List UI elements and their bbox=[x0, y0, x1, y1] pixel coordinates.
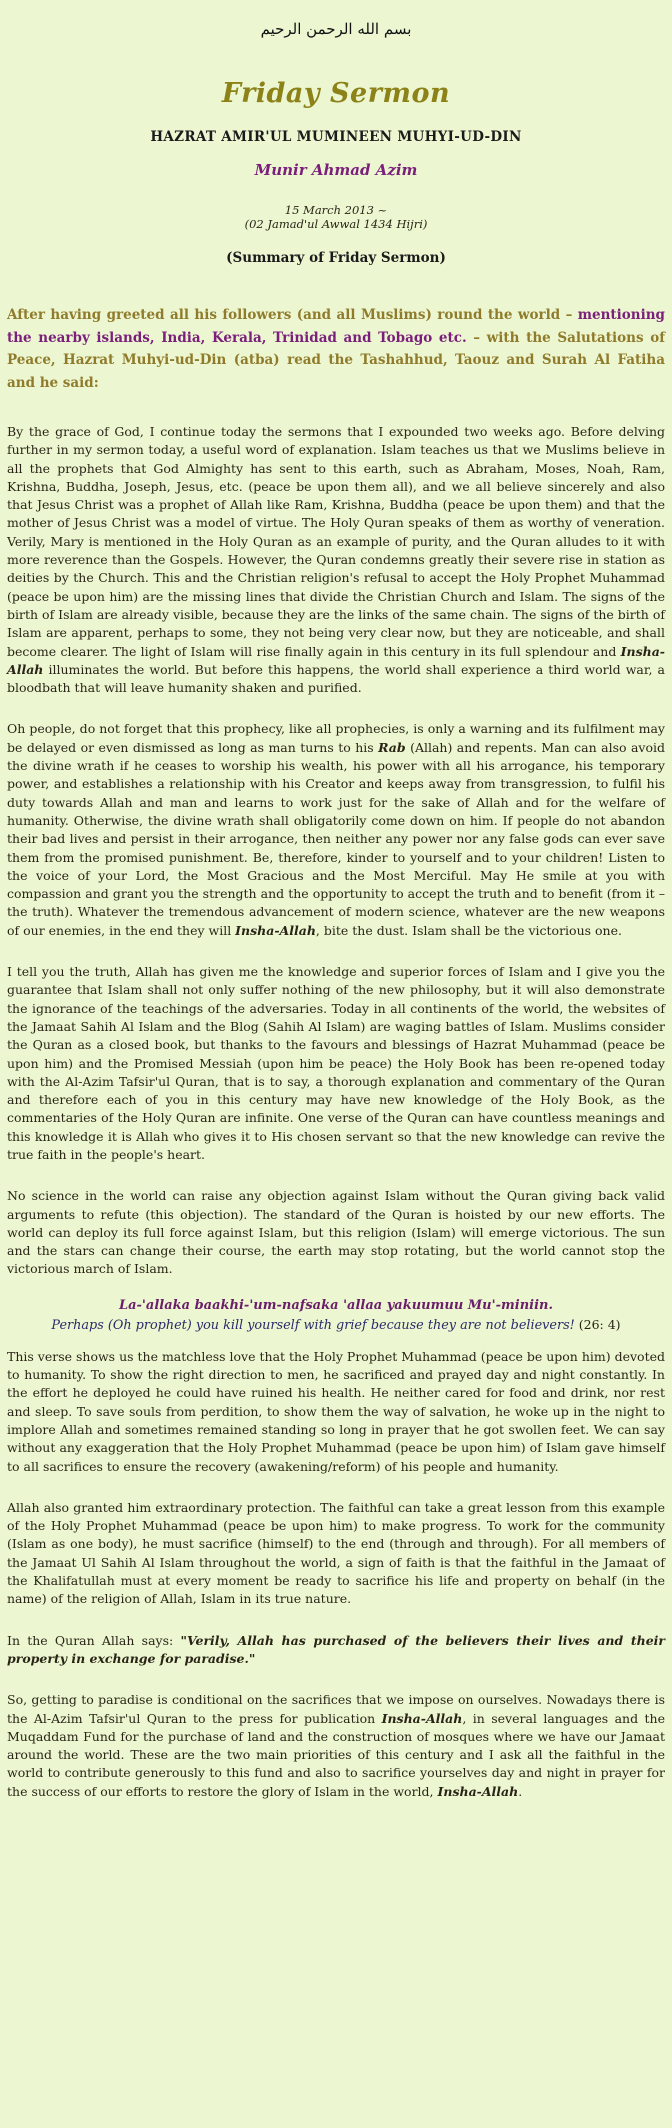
paragraph-8-emphasis-1: Insha-Allah bbox=[381, 1710, 463, 1726]
paragraph-3: I tell you the truth, Allah has given me the knowledge and superior forces of Islam and I give you the guarantee that Islam shall not only suffer nothing of the new philosophy, but it will also demonstrate the ignorance of the teachings of the adversaries. Today in all continents of the world, the websites of the Jamaat Sahih Al Islam and the Blog (Sahih Al Islam) are waging battles of Islam. Muslims consider the Quran as a closed book, but thanks to the favours and blessings of Hazrat Muhammad (peace be upon him) and the Promised Messiah (upon him be peace) the Holy Book has been re-opened today with the Al-Azim Tafsir'ul Quran, that is to say, a thorough explanation and commentary of the Quran and therefore each of you in this century may have new knowledge of the Holy Book, as the commentaries of the Holy Quran are infinite. One verse of the Quran can have countless meanings and this knowledge it is Allah who gives it to His chosen servant so that the new knowledge can revive the true faith in the people's heart. bbox=[7, 964, 665, 1162]
speaker-name: HAZRAT AMIR'UL MUMINEEN MUHYI-UD-DIN bbox=[150, 129, 522, 145]
paragraph-5: This verse shows us the matchless love that the Holy Prophet Muhammad (peace be upon him) devoted to humanity. To show the right direction to men, he sacrificed and prayed day and night constantly. In the effort he deployed he could have ruined his health. He neither cared for food and drink, nor rest and sleep. To save souls from perdition, to show them the way of salvation, he woke up in the night to implore Allah and sometimes remained standing so long in prayer that he got swollen feet. We can say without any exaggeration that the Holy Prophet Muhammad (peace be upon him) of Islam gave himself to all sacrifices to ensure the recovery (awakening/reform) of his people and humanity. bbox=[7, 1348, 665, 1474]
intro-paragraph bbox=[7, 304, 665, 394]
paragraph-6: Allah also granted him extraordinary protection. The faithful can take a great lesson from this example of the Holy Prophet Muhammad (peace be upon him) to make progress. To work for the community (Islam as one body), he must sacrifice (himself) to the end (through and through). For all members of the Jamaat Ul Sahih Al Islam throughout the world, a sign of faith is that the faithful in the Jamaat of the Khalifatullah must at every moment be ready to sacrifice his life and property on behalf (in the name) of the religion of Allah, Islam in its true nature. bbox=[7, 1499, 665, 1607]
paragraph-2-text-b: (Allah) and repents. Man can also avoid the divine wrath if he ceases to worship his wealth, his power with all his arrogance, his temporary power, and establishes a relationship with his Creator and keeps away from transgression, to fulfil his duty towards Allah and man and learns to work just for the sake of Allah and for the welfare of humanity. Otherwise, the divine wrath shall obligatorily come down on him. If people do not abandon their bad lives and persist in their arrogance, then neither any power nor any false gods can ever save them from the promised punishment. Be, therefore, kinder to yourself and to your children! Listen to the voice of your Lord, the Most Gracious and the Most Merciful. May He smile at you with compassion and grant you the strength and the opportunity to accept the truth and to benefit (from it – the truth). Whatever the tremendous advancement of modern science, whatever are the new weapons of our enemies, in the end they will bbox=[7, 739, 665, 938]
paragraph-2 bbox=[7, 720, 665, 940]
intro-text-2: – with the Salutations of Peace, Hazrat Muhyi-ud-Din (atba) read the Tashahhud, Taouz and Surah Al Fatiha and he said: bbox=[7, 329, 666, 391]
paragraph-7-quote: "Verily, Allah has purchased of the believers their lives and their property in exchange for paradise." bbox=[7, 1632, 666, 1666]
paragraph-8 bbox=[7, 1691, 665, 1801]
quran-quote bbox=[7, 1297, 665, 1335]
author-name: Munir Ahmad Azim bbox=[254, 161, 418, 179]
date-hijri: (02 Jamad'ul Awwal 1434 Hijri) bbox=[244, 217, 428, 231]
intro-text-1: After having greeted all his followers (and all Muslims) round the world – bbox=[7, 307, 578, 323]
sermon-date bbox=[7, 203, 665, 231]
paragraph-4: No science in the world can raise any objection against Islam without the Quran giving back valid arguments to refute (this objection). The standard of the Quran is hoisted by our new efforts. The world can deploy its full force against Islam, but this religion (Islam) will emerge victorious. The sun and the stars can change their course, the earth may stop rotating, but the world cannot stop the victorious march of Islam. bbox=[7, 1188, 665, 1277]
date-gregorian: 15 March 2013 ~ bbox=[284, 203, 388, 217]
paragraph-1-text-b: illuminates the world. But before this happens, the world shall experience a third world war, a bloodbath that will leave humanity shaken and purified. bbox=[7, 661, 665, 696]
paragraph-2-text-a: Oh people, do not forget that this prophecy, like all prophecies, is only a warning and its fulfilment may be delayed or even dismissed as long as man turns to his bbox=[7, 721, 665, 755]
quote-reference: (26: 4) bbox=[574, 1316, 621, 1332]
quote-transliteration: La-'allaka baakhi-'um-nafsaka 'allaa yakuumuu Mu'-miniin. bbox=[118, 1297, 554, 1313]
page-title: Friday Sermon bbox=[221, 78, 451, 109]
paragraph-8-text-c: . bbox=[518, 1783, 523, 1799]
paragraph-7 bbox=[7, 1632, 665, 1669]
paragraph-7-text: In the Quran Allah says: bbox=[7, 1632, 181, 1648]
quote-translation: Perhaps (Oh prophet) you kill yourself with grief because they are not believers! bbox=[51, 1317, 575, 1333]
paragraph-1 bbox=[7, 423, 665, 697]
paragraph-8-text-b: , in several languages and the Muqaddam Fund for the purchase of land and the construction of mosques where we have our Jamaat around the world. These are the two main priorities of this century and I ask all the faithful in the world to contribute generously to this fund and also to sacrifice yourselves day and night in prayer for the success of our efforts to restore the glory of Islam in the world, bbox=[7, 1710, 665, 1799]
paragraph-8-text-a: So, getting to paradise is conditional on the sacrifices that we impose on ourselves. Nowadays there is the Al-Azim Tafsir'ul Quran to the press for publication bbox=[7, 1692, 665, 1726]
paragraph-1-text-a: By the grace of God, I continue today the sermons that I expounded two weeks ago. Before delving further in my sermon today, a useful word of explanation. Islam teaches us that we Muslims believe in all the prophets that God Almighty has sent to this earth, such as Abraham, Moses, Noah, Ram, Krishna, Buddha, Joseph, Jesus, etc. (peace be upon them all), and we all believe sincerely and also that Jesus Christ was a prophet of Allah like Ram, Krishna, Buddha (peace be upon them) and that the mother of Jesus Christ was a model of virtue. The Holy Quran speaks of them as worthy of veneration. Verily, Mary is mentioned in the Holy Quran as an example of purity, and the Quran alludes to it with more reverence than the Gospels. However, the Quran condemns greatly their severe rise in station as deities by the Church. This and the Christian religion's refusal to accept the Holy Prophet Muhammad (peace be upon him) are the missing lines that divide the Christian Church and Islam. The signs of the birth of Islam are already visible, because they are the links of the same chain. The signs of the birth of Islam are apparent, perhaps to some, they not being very clear now, but they are noticeable, and shall become clearer. The light of Islam will rise finally again in this century in its full splendour and bbox=[7, 424, 665, 659]
paragraph-8-emphasis-2: Insha-Allah bbox=[437, 1783, 519, 1799]
intro-highlight: mentioning the nearby islands, India, Kerala, Trinidad and Tobago etc. bbox=[7, 307, 665, 346]
summary-label: (Summary of Friday Sermon) bbox=[226, 250, 446, 266]
paragraph-2-text-c: , bite the dust. Islam shall be the victorious one. bbox=[315, 922, 622, 938]
paragraph-1-emphasis: Insha-Allah bbox=[7, 643, 665, 677]
paragraph-2-emphasis-2: Insha-Allah bbox=[235, 922, 316, 938]
paragraph-2-emphasis-1: Rab bbox=[378, 739, 406, 755]
bismillah-heading: بسم الله الرحمن الرحيم bbox=[260, 20, 412, 38]
